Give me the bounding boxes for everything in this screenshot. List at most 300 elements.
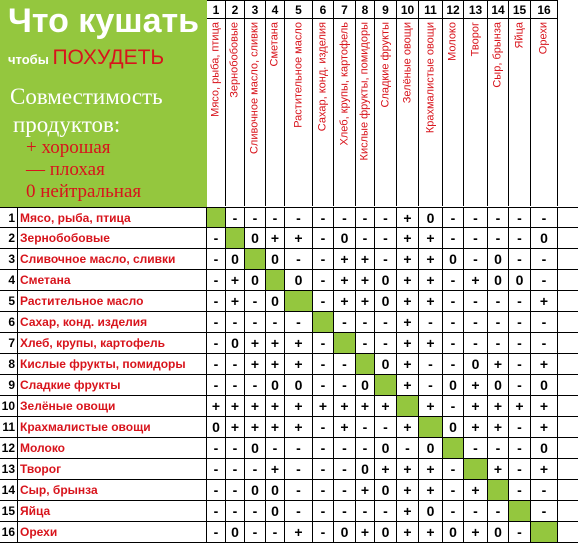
table-row — [0, 249, 578, 270]
compat-cell: - — [313, 208, 334, 227]
row-number: 1 — [0, 208, 18, 227]
diagonal-cell — [531, 522, 558, 542]
compat-cell: + — [397, 459, 419, 479]
compat-cell: 0 — [356, 375, 375, 395]
compat-cell: - — [464, 249, 488, 269]
compat-cell: 0 — [226, 522, 245, 542]
compat-cell: 0 — [419, 501, 443, 521]
compat-cell: - — [443, 333, 464, 353]
compat-cell: 0 — [245, 438, 266, 458]
compat-cell: 0 — [488, 375, 509, 395]
diagonal-cell — [464, 459, 488, 479]
compat-cell: - — [313, 438, 334, 458]
compat-cell: + — [334, 270, 356, 290]
compat-cell: + — [397, 417, 419, 437]
compat-cell: - — [375, 208, 397, 227]
table-row — [0, 291, 578, 312]
legend-good — [26, 137, 111, 159]
compat-cell: - — [443, 312, 464, 332]
compat-cell: + — [356, 396, 375, 416]
subtitle-accent: ПОХУДЕТЬ — [52, 46, 165, 69]
compat-cell: - — [509, 291, 531, 311]
compat-cell: - — [509, 208, 531, 227]
table-row — [0, 354, 578, 375]
compat-cell: + — [207, 396, 226, 416]
compat-cell: - — [266, 208, 285, 227]
diagonal-cell — [443, 438, 464, 458]
column-header-label: Зернобобовые — [228, 22, 241, 98]
column-number: 6 — [313, 0, 334, 19]
column-number: 3 — [245, 0, 266, 19]
compat-cell: - — [266, 522, 285, 542]
compat-cell: + — [531, 354, 558, 374]
column-header — [488, 19, 509, 206]
legend-label: плохая — [49, 159, 105, 180]
column-header-label: Сметана — [268, 22, 281, 67]
compat-cell: 0 — [266, 375, 285, 395]
compat-cell: + — [531, 459, 558, 479]
row-label: Творог — [18, 459, 207, 479]
column-header-label: Сливочное масло, сливки — [248, 22, 261, 155]
table-row — [0, 228, 578, 249]
table-row — [0, 396, 578, 417]
column-header — [266, 19, 285, 206]
compat-cell: + — [397, 480, 419, 500]
compat-cell: + — [285, 354, 313, 374]
column-header-label: Орехи — [537, 22, 550, 55]
row-number: 3 — [0, 249, 18, 269]
column-header — [443, 19, 464, 206]
compat-cell: - — [356, 438, 375, 458]
compat-cell: + — [531, 291, 558, 311]
compat-cell: - — [245, 501, 266, 521]
compat-cell: - — [334, 312, 356, 332]
compat-cell: - — [334, 208, 356, 227]
column-number: 4 — [266, 0, 285, 19]
compat-cell: - — [488, 228, 509, 248]
compat-cell: 0 — [334, 228, 356, 248]
compat-cell: + — [488, 459, 509, 479]
compat-cell: + — [356, 270, 375, 290]
compat-cell: + — [531, 417, 558, 437]
compat-cell: + — [266, 459, 285, 479]
column-header — [226, 19, 245, 206]
compat-cell: - — [313, 291, 334, 311]
compat-cell: - — [207, 228, 226, 248]
compat-cell: + — [334, 396, 356, 416]
diagonal-cell — [356, 354, 375, 374]
row-label: Сыр, брынза — [18, 480, 207, 500]
row-label: Сахар, конд. изделия — [18, 312, 207, 332]
compat-cell: - — [531, 480, 558, 500]
row-label: Сливочное масло, сливки — [18, 249, 207, 269]
column-header-label: Крахмалистые овощи — [424, 22, 436, 134]
compat-cell: + — [226, 396, 245, 416]
column-number: 10 — [397, 0, 419, 19]
column-number: 1 — [207, 0, 226, 19]
compat-cell: - — [531, 208, 558, 227]
column-header-label: Мясо, рыба, птица — [209, 22, 222, 117]
row-number: 6 — [0, 312, 18, 332]
row-label: Хлеб, крупы, картофель — [18, 333, 207, 353]
compat-cell: - — [313, 459, 334, 479]
compat-cell: + — [509, 396, 531, 416]
compat-cell: 0 — [226, 333, 245, 353]
column-header-label: Яйца — [513, 22, 525, 49]
compat-cell: + — [356, 480, 375, 500]
compat-cell: - — [207, 312, 226, 332]
compat-cell: - — [207, 375, 226, 395]
compat-cell: 0 — [419, 208, 443, 227]
row-label: Сметана — [18, 270, 207, 290]
legend-symbol: — — [26, 159, 45, 180]
compat-cell: - — [397, 438, 419, 458]
row-label: Мясо, рыба, птица — [18, 208, 207, 227]
compat-cell: - — [419, 375, 443, 395]
compat-cell: + — [356, 249, 375, 269]
compat-cell: - — [443, 291, 464, 311]
compat-cell: + — [226, 291, 245, 311]
row-label: Орехи — [18, 522, 207, 542]
column-header — [356, 19, 375, 206]
compat-cell: + — [285, 396, 313, 416]
compat-cell: 0 — [488, 249, 509, 269]
compat-cell: 0 — [375, 522, 397, 542]
compat-cell: - — [245, 459, 266, 479]
row-label: Крахмалистые овощи — [18, 417, 207, 437]
compat-cell: 0 — [443, 249, 464, 269]
compat-cell: - — [245, 522, 266, 542]
diagonal-cell — [266, 270, 285, 290]
compat-cell: + — [419, 249, 443, 269]
compat-cell: - — [509, 249, 531, 269]
compat-cell: + — [397, 333, 419, 353]
compat-cell: - — [531, 270, 558, 290]
row-label: Зелёные овощи — [18, 396, 207, 416]
column-header-label: Сладкие фрукты — [379, 22, 391, 108]
compat-cell: + — [375, 396, 397, 416]
diagonal-cell — [226, 228, 245, 248]
compat-cell: - — [313, 522, 334, 542]
compat-cell: - — [245, 312, 266, 332]
compat-cell: - — [207, 291, 226, 311]
compat-cell: + — [375, 459, 397, 479]
compat-cell: - — [464, 501, 488, 521]
compat-cell: 0 — [266, 249, 285, 269]
compat-cell: - — [226, 375, 245, 395]
compat-cell: - — [443, 354, 464, 374]
column-header — [245, 19, 266, 206]
legend-bad — [26, 159, 105, 181]
compat-cell: - — [313, 354, 334, 374]
column-number: 8 — [356, 0, 375, 19]
diagonal-cell — [488, 480, 509, 500]
compat-cell: + — [397, 270, 419, 290]
compat-cell: - — [509, 438, 531, 458]
subtitle-prefix: чтобы — [8, 52, 49, 67]
row-number: 11 — [0, 417, 18, 437]
table-row — [0, 312, 578, 333]
compat-cell: - — [443, 501, 464, 521]
compat-cell: - — [245, 375, 266, 395]
compat-cell: 0 — [531, 438, 558, 458]
compat-cell: - — [207, 354, 226, 374]
compat-cell: + — [397, 501, 419, 521]
compat-cell: - — [464, 438, 488, 458]
compat-cell: + — [226, 417, 245, 437]
compat-cell: 0 — [334, 522, 356, 542]
compat-cell: - — [285, 501, 313, 521]
compat-cell: + — [397, 208, 419, 227]
compat-cell: + — [285, 333, 313, 353]
column-header-label: Творог — [469, 22, 481, 57]
compat-cell: - — [443, 228, 464, 248]
row-label: Зернобобовые — [18, 228, 207, 248]
table-row — [0, 417, 578, 438]
compat-cell: + — [334, 249, 356, 269]
compat-cell: - — [531, 501, 558, 521]
compat-cell: - — [207, 333, 226, 353]
compat-cell: - — [375, 501, 397, 521]
compat-cell: - — [285, 249, 313, 269]
compat-cell: 0 — [266, 501, 285, 521]
compat-cell: - — [356, 501, 375, 521]
compat-cell: 0 — [419, 438, 443, 458]
column-number: 2 — [226, 0, 245, 19]
compat-cell: - — [226, 459, 245, 479]
compat-cell: - — [207, 270, 226, 290]
compat-cell: + — [419, 228, 443, 248]
compat-cell: + — [266, 417, 285, 437]
column-header — [313, 19, 334, 206]
compat-cell: - — [488, 501, 509, 521]
compat-cell: 0 — [356, 459, 375, 479]
compat-cell: - — [334, 480, 356, 500]
compat-cell: + — [464, 522, 488, 542]
compat-cell: 0 — [285, 270, 313, 290]
column-header — [464, 19, 488, 206]
compat-cell: - — [509, 312, 531, 332]
diagonal-cell — [207, 208, 226, 227]
compat-cell: - — [226, 438, 245, 458]
compat-cell: - — [488, 333, 509, 353]
column-header — [531, 19, 558, 206]
compat-cell: - — [313, 249, 334, 269]
row-number: 4 — [0, 270, 18, 290]
column-header-label: Растительное масло — [292, 22, 304, 128]
row-number: 10 — [0, 396, 18, 416]
compat-cell: 0 — [464, 354, 488, 374]
row-number: 9 — [0, 375, 18, 395]
compat-cell: - — [226, 480, 245, 500]
compat-cell: - — [207, 249, 226, 269]
compat-cell: 0 — [375, 480, 397, 500]
compat-cell: + — [245, 396, 266, 416]
compat-cell: 0 — [375, 438, 397, 458]
compat-cell: + — [313, 396, 334, 416]
compat-cell: - — [334, 459, 356, 479]
compat-cell: - — [509, 333, 531, 353]
compat-cell: - — [285, 438, 313, 458]
column-number: 14 — [488, 0, 509, 19]
compat-cell: 0 — [266, 480, 285, 500]
compat-cell: + — [397, 312, 419, 332]
column-number: 15 — [509, 0, 531, 19]
column-number: 13 — [464, 0, 488, 19]
compat-cell: - — [509, 417, 531, 437]
compat-cell: 0 — [245, 270, 266, 290]
compat-cell: 0 — [488, 270, 509, 290]
compat-cell: - — [375, 228, 397, 248]
table-row — [0, 375, 578, 396]
compat-cell: + — [266, 354, 285, 374]
diagonal-cell — [285, 291, 313, 311]
compat-cell: - — [464, 208, 488, 227]
column-number: 12 — [443, 0, 464, 19]
compat-cell: + — [356, 291, 375, 311]
compat-cell: - — [356, 417, 375, 437]
compat-cell: - — [443, 480, 464, 500]
table-row — [0, 522, 578, 543]
compat-cell: - — [375, 417, 397, 437]
compat-cell: - — [226, 354, 245, 374]
table-row — [0, 501, 578, 522]
compat-cell: 0 — [509, 270, 531, 290]
diagonal-cell — [334, 333, 356, 353]
diagonal-cell — [509, 501, 531, 521]
compat-cell: 0 — [443, 522, 464, 542]
column-number-row — [207, 0, 578, 19]
compat-cell: - — [488, 312, 509, 332]
compat-cell: 0 — [207, 417, 226, 437]
compat-cell: 0 — [443, 375, 464, 395]
compat-cell: - — [313, 270, 334, 290]
compat-cell: - — [509, 228, 531, 248]
compat-cell: - — [443, 396, 464, 416]
diagonal-cell — [419, 417, 443, 437]
compat-cell: - — [509, 375, 531, 395]
legend-label: хорошая — [41, 137, 111, 158]
compat-cell: + — [397, 522, 419, 542]
compat-cell: - — [285, 480, 313, 500]
column-header — [397, 19, 419, 206]
compat-cell: - — [226, 208, 245, 227]
compat-cell: - — [375, 333, 397, 353]
compat-cell: + — [245, 333, 266, 353]
page-subtitle — [8, 46, 164, 70]
compat-cell: 0 — [488, 522, 509, 542]
compat-cell: + — [488, 396, 509, 416]
legend-symbol: 0 — [26, 181, 36, 202]
compat-cell: - — [531, 333, 558, 353]
column-header-label: Хлеб, крупы, картофель — [338, 22, 350, 146]
column-header-label: Молоко — [446, 22, 459, 61]
diagonal-cell — [397, 396, 419, 416]
compat-cell: - — [488, 208, 509, 227]
compat-cell: + — [397, 249, 419, 269]
compat-cell: - — [207, 522, 226, 542]
compat-cell: - — [488, 291, 509, 311]
compat-cell: + — [245, 354, 266, 374]
compat-cell: - — [334, 501, 356, 521]
compat-cell: + — [488, 354, 509, 374]
compat-cell: - — [226, 501, 245, 521]
compat-cell: + — [334, 417, 356, 437]
compat-cell: - — [207, 459, 226, 479]
compat-heading-line1: Совместимость — [10, 84, 163, 109]
compat-cell: - — [245, 291, 266, 311]
compat-cell: - — [356, 208, 375, 227]
row-label: Растительное масло — [18, 291, 207, 311]
compatibility-table — [0, 207, 578, 543]
column-header-label: Кислые фрукты, помидоры — [358, 22, 371, 161]
compat-cell: + — [464, 417, 488, 437]
diagonal-cell — [375, 375, 397, 395]
row-label: Сладкие фрукты — [18, 375, 207, 395]
compat-cell: + — [334, 291, 356, 311]
compat-cell: + — [285, 417, 313, 437]
compat-cell: + — [419, 459, 443, 479]
compat-cell: 0 — [266, 291, 285, 311]
compat-cell: - — [464, 228, 488, 248]
column-header-label: Сахар, конд. изделия — [316, 22, 329, 132]
table-row — [0, 333, 578, 354]
title-banner — [0, 0, 207, 207]
column-number: 5 — [285, 0, 313, 19]
legend-neutral — [26, 181, 141, 203]
diagonal-cell — [245, 249, 266, 269]
compat-cell: - — [356, 228, 375, 248]
compat-cell: - — [285, 312, 313, 332]
diagonal-cell — [313, 312, 334, 332]
compat-cell: 0 — [226, 249, 245, 269]
compat-cell: + — [226, 270, 245, 290]
compat-cell: - — [226, 312, 245, 332]
compat-cell: + — [419, 270, 443, 290]
compat-cell: - — [266, 312, 285, 332]
column-number: 11 — [419, 0, 443, 19]
column-header-label: Сыр, брынза — [491, 22, 504, 88]
compat-cell: + — [464, 270, 488, 290]
compat-cell: 0 — [375, 354, 397, 374]
compat-cell: + — [266, 396, 285, 416]
compat-cell: - — [509, 459, 531, 479]
legend-label: нейтральная — [40, 181, 142, 202]
compat-cell: + — [356, 522, 375, 542]
compat-cell: - — [334, 375, 356, 395]
compat-cell: + — [464, 375, 488, 395]
compat-cell: 0 — [531, 375, 558, 395]
compat-cell: - — [334, 438, 356, 458]
compat-cell: - — [464, 291, 488, 311]
row-number: 15 — [0, 501, 18, 521]
compat-cell: - — [419, 354, 443, 374]
compat-cell: - — [464, 312, 488, 332]
column-header — [334, 19, 356, 206]
compat-cell: - — [313, 417, 334, 437]
compat-cell: 0 — [375, 291, 397, 311]
column-header — [375, 19, 397, 206]
row-number: 8 — [0, 354, 18, 374]
table-row — [0, 459, 578, 480]
compat-cell: 0 — [245, 228, 266, 248]
table-row — [0, 207, 578, 228]
compat-cell: - — [334, 354, 356, 374]
compat-cell: - — [443, 270, 464, 290]
column-header — [419, 19, 443, 206]
compat-cell: + — [397, 291, 419, 311]
column-header — [509, 19, 531, 206]
